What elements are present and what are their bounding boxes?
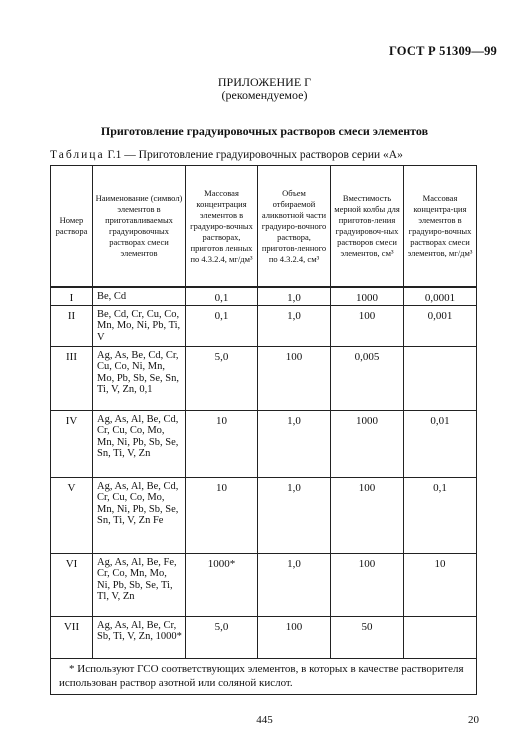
table-row [51, 553, 477, 616]
volume-cell: 1,0 [258, 410, 331, 477]
solution-number: VII [51, 616, 93, 658]
table-caption [50, 149, 403, 161]
flask-cell: 1000 [331, 410, 404, 477]
solution-number: VI [51, 553, 93, 616]
table-row [51, 346, 477, 410]
concentration-cell: 5,0 [186, 346, 258, 410]
table-row [51, 616, 477, 658]
result-cell [404, 346, 477, 410]
flask-cell: 100 [331, 477, 404, 553]
result-cell: 10 [404, 553, 477, 616]
elements-cell: Ag, As, Al, Be, Cr, Sb, Ti, V, Zn, 1000* [93, 616, 186, 658]
column-header: Наименование (символ) элементов в приготавливаемых градуировочных растворах смеси элементов [93, 166, 186, 288]
standard-number: ГОСТ Р 51309—99 [388, 44, 497, 58]
result-cell: 0,1 [404, 477, 477, 553]
concentration-cell: 5,0 [186, 616, 258, 658]
concentration-cell: 10 [186, 410, 258, 477]
concentration-cell: 0,1 [186, 287, 258, 305]
page-number-right: 20 [468, 714, 479, 726]
section-title: Приготовление градуировочных растворов смеси элементов [100, 124, 429, 138]
footnote-row [51, 658, 477, 694]
concentration-cell: 0,1 [186, 305, 258, 346]
table-caption-text: Г.1 — Приготовление градуировочных растворов серии «А» [107, 149, 403, 161]
column-header: Массовая концентрация элементов в градуиро-вочных растворах, приготов ленных по 4.3.2.4, мг/дм³ [186, 166, 258, 288]
table-row [51, 287, 477, 305]
elements-cell: Be, Cd, Cr, Cu, Co, Mn, Mo, Ni, Pb, Ti, V [93, 305, 186, 346]
appendix-title: ПРИЛОЖЕНИЕ Г [217, 75, 312, 89]
result-cell [404, 616, 477, 658]
column-header: Вместимость мерной колбы для приготов-ления градуировоч-ных растворов смеси элементов, см³ [331, 166, 404, 288]
table-header-row [51, 166, 477, 288]
volume-cell: 100 [258, 616, 331, 658]
appendix-subtitle: (рекомендуемое) [221, 88, 308, 102]
solution-number: V [51, 477, 93, 553]
flask-cell: 0,005 [331, 346, 404, 410]
flask-cell: 100 [331, 305, 404, 346]
elements-cell: Ag, As, Al, Be, Cd, Cr, Cu, Co, Mo, Mn, Ni, Pb, Sb, Se, Sn, Ti, V, Zn [93, 410, 186, 477]
page-number-center: 445 [256, 714, 273, 726]
flask-cell: 100 [331, 553, 404, 616]
concentration-cell: 1000* [186, 553, 258, 616]
volume-cell: 1,0 [258, 305, 331, 346]
solution-number: III [51, 346, 93, 410]
table-row [51, 305, 477, 346]
elements-cell: Ag, As, Be, Cd, Cr, Cu, Co, Ni, Mn, Mo, Pb, Sb, Se, Sn, Ti, V, Zn, 0,1 [93, 346, 186, 410]
solution-number: I [51, 287, 93, 305]
result-cell: 0,0001 [404, 287, 477, 305]
appendix-heading [0, 76, 529, 102]
elements-cell: Ag, As, Al, Be, Fe, Cr, Co, Mn, Mo, Ni, Pb, Sb, Se, Ti, Tl, V, Zn [93, 553, 186, 616]
solution-number: IV [51, 410, 93, 477]
calibration-table [50, 165, 477, 695]
table-row [51, 410, 477, 477]
footnote: * Используют ГСО соответствующих элементов, в которых в качестве растворителя использован раствор азотной или соляной кислот. [51, 658, 477, 694]
elements-cell: Be, Cd [93, 287, 186, 305]
column-header: Объем отбираемой аликвотной части градуиро-вочного раствора, приготов-ленного по 4.3.2.4, см³ [258, 166, 331, 288]
volume-cell: 1,0 [258, 553, 331, 616]
concentration-cell: 10 [186, 477, 258, 553]
elements-cell: Ag, As, Al, Be, Cd, Cr, Cu, Co, Mo, Mn, Ni, Pb, Sb, Se, Sn, Ti, V, Zn Fe [93, 477, 186, 553]
volume-cell: 100 [258, 346, 331, 410]
solution-number: II [51, 305, 93, 346]
result-cell: 0,01 [404, 410, 477, 477]
table-row [51, 477, 477, 553]
column-header: Номер раствора [51, 166, 93, 288]
volume-cell: 1,0 [258, 287, 331, 305]
table-caption-label: Таблица [50, 149, 105, 161]
flask-cell: 50 [331, 616, 404, 658]
column-header: Массовая концентра-ция элементов в градуиро-вочных растворах смеси элементов, мг/дм³ [404, 166, 477, 288]
volume-cell: 1,0 [258, 477, 331, 553]
result-cell: 0,001 [404, 305, 477, 346]
flask-cell: 1000 [331, 287, 404, 305]
